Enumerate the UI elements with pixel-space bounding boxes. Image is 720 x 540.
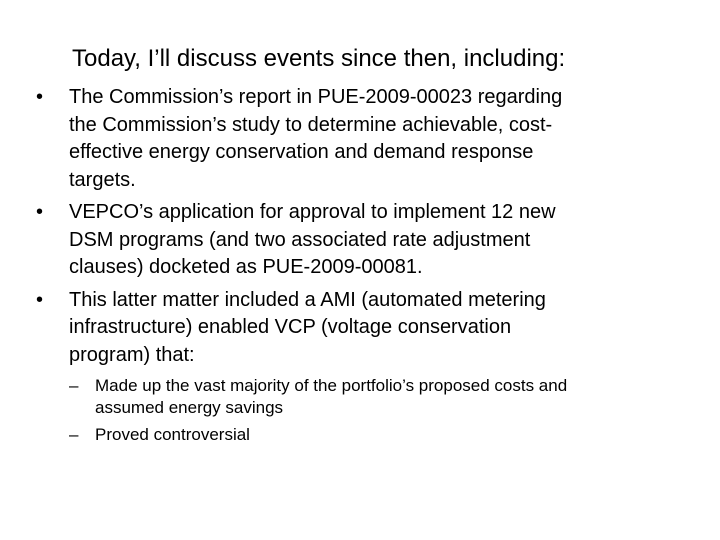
bullet-marker: • [36, 201, 44, 223]
text-line: program) that: [69, 343, 195, 366]
text-line: the Commission’s study to determine achievable, cost- [69, 113, 553, 136]
bullet-item [36, 84, 676, 194]
text-line: This latter matter included a AMI (automated metering [69, 288, 546, 311]
text-line: DSM programs (and two associated rate adjustment [69, 228, 531, 251]
bullet-text [69, 199, 556, 282]
text-line: VEPCO’s application for approval to implement 12 new [69, 201, 556, 223]
text-line: effective energy conservation and demand response [69, 141, 534, 163]
sub-bullet-text [95, 375, 567, 419]
bullet-text [69, 84, 562, 194]
dash-marker: – [69, 376, 79, 395]
bullet-list [36, 84, 676, 456]
sub-bullet-list [69, 375, 567, 446]
bullet-item [36, 287, 676, 452]
text-line: The Commission’s report in PUE-2009-00023 regarding [69, 86, 563, 108]
text-line: Made up the vast majority of the portfolio’s proposed costs and [95, 376, 568, 395]
text-line: infrastructure) enabled VCP (voltage conservation [69, 316, 512, 338]
bullet-marker: • [36, 86, 44, 108]
intro-heading: Today, I’ll discuss events since then, including: [72, 45, 566, 72]
text-line: assumed energy savings [95, 398, 284, 417]
bullet-marker: • [36, 288, 44, 311]
text-line: targets. [69, 168, 136, 191]
sub-bullet-text [95, 424, 250, 446]
dash-marker: – [69, 425, 79, 444]
text-line: Proved controversial [95, 425, 250, 444]
text-line: clauses) docketed as PUE-2009-00081. [69, 256, 423, 278]
bullet-item [36, 199, 676, 282]
bullet-text [69, 287, 567, 452]
sub-bullet-item [69, 375, 567, 419]
sub-bullet-item [69, 424, 567, 446]
